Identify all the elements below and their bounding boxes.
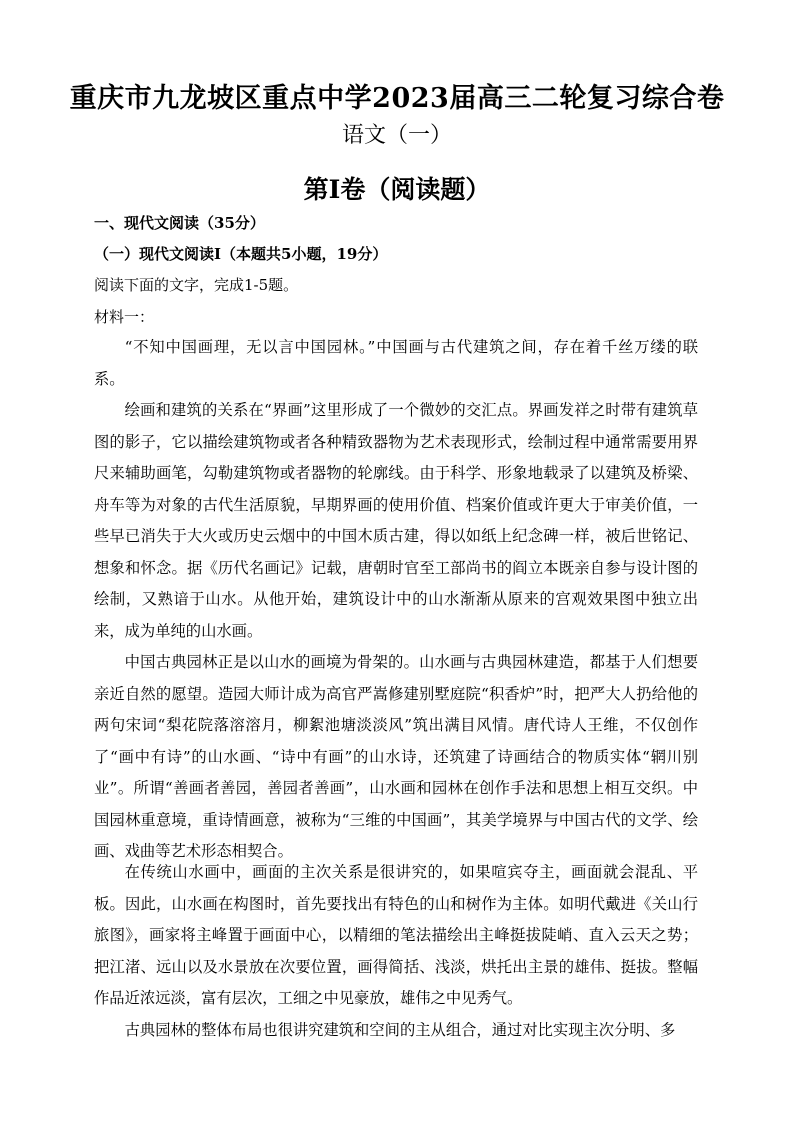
paragraph: 古典园林的整体布局也很讲究建筑和空间的主从组合，通过对比实现主次分明、多 <box>124 1021 676 1039</box>
paragraph: 中国古典园林正是以山水的画境为骨架的。山水画与古典园林建造，都基于人们想要亲近自然的愿望。造园大师计成为高官严嵩修建别墅庭院“积香炉”时，把严大人扔给他的两句宋词“梨花院落溶溶月，柳絮池塘淡淡风”筑出满目风情。唐代诗人王维，不仅创作了“画中有诗”的山水画、“诗中有画”的山水诗，还筑建了诗画结合的物质实体“辋川别业”。所谓“善画者善园，善园者善画”，山水画和园林在创作手法和思想上相互交织。中国园林重意境，重诗情画意，被称为“三维的中国画”，其美学境界与中国古代的文学、绘画、戏曲等艺术形态相契合。 <box>94 653 698 860</box>
section-heading: 一、现代文阅读（35分） <box>94 214 265 232</box>
instruction-text: 阅读下面的文字，完成1-5题。 <box>94 276 299 294</box>
paragraph: “不知中国画理，无以言中国园林。”中国画与古代建筑之间，存在着千丝万缕的联系。 <box>94 338 698 388</box>
paragraph: 在传统山水画中，画面的主次关系是很讲究的，如果喧宾夺主，画面就会混乱、平板。因此，山水画在构图时，首先要找出有特色的山和树作为主体。如明代戴进《关山行旅图》，画家将主峰置于画面中心，以精细的笔法描绘出主峰挺拔陡峭、直入云天之势；把江渚、远山以及水景放在次要位置，画得简括、浅淡，烘托出主景的雄伟、挺拔。整幅作品近浓远淡，富有层次，工细之中见豪放，雄伟之中见秀气。 <box>94 863 698 1007</box>
exam-title: 重庆市九龙坡区重点中学2023届高三二轮复习综合卷 <box>69 83 725 114</box>
part-title: 第Ⅰ卷（阅读题） <box>303 175 491 204</box>
paragraph: 绘画和建筑的关系在“界画”这里形成了一个微妙的交汇点。界画发祥之时带有建筑草图的影子，它以描绘建筑物或者各种精致器物为艺术表现形式，绘制过程中通常需要用界尺来辅助画笔，勾勒建筑物或者器物的轮廓线。由于科学、形象地载录了以建筑及桥梁、舟车等为对象的古代生活原貌，早期界画的使用价值、档案价值或许更大于审美价值，一些早已消失于大火或历史云烟中的中国木质古建，得以如纸上纪念碑一样，被后世铭记、想象和怀念。据《历代名画记》记载，唐朝时官至工部尚书的阎立本既亲自参与设计图的绘制，又熟谙于山水。从他开始，建筑设计中的山水渐渐从原来的宫观效果图中独立出来，成为单纯的山水画。 <box>94 401 698 640</box>
material-label: 材料一： <box>94 308 155 326</box>
exam-subtitle: 语文（一） <box>341 123 452 148</box>
subsection-heading: （一）现代文阅读Ⅰ（本题共5小题，19分） <box>94 245 388 263</box>
